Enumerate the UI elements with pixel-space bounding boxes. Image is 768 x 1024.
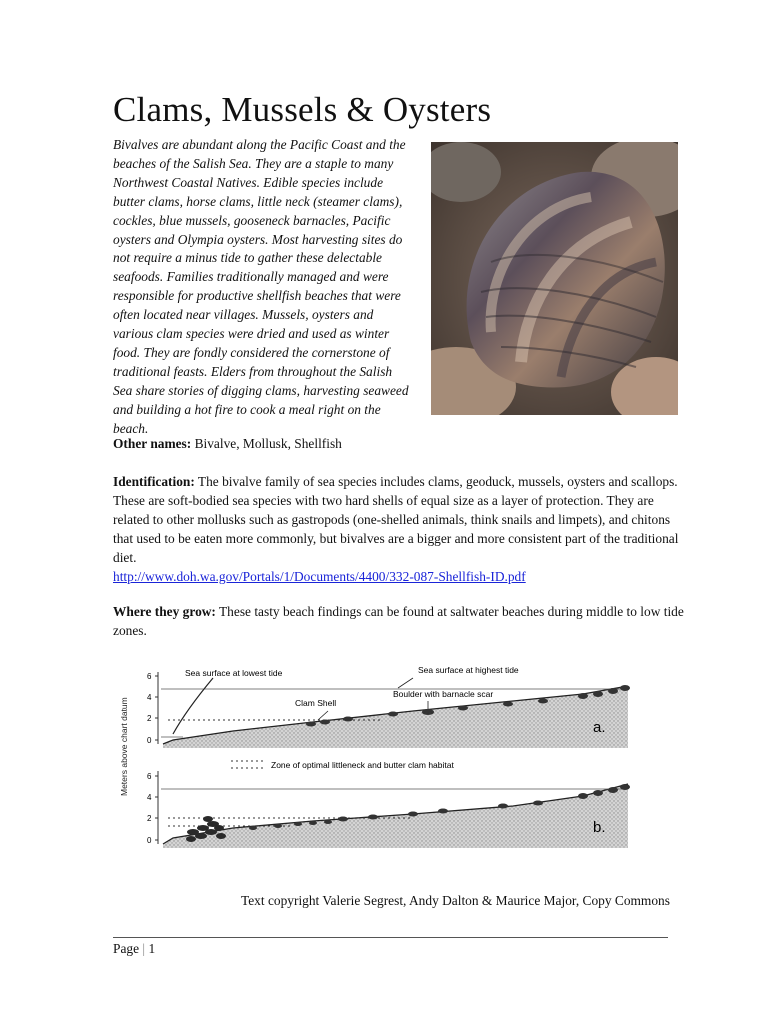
panel-a-label: a. [593,719,606,736]
where-they-grow [113,602,693,640]
page-word: Page [113,941,140,956]
tick-a-2: 2 [147,714,152,723]
label-boulder: Boulder with barnacle scar [393,689,494,699]
label-zone: Zone of optimal littleneck and butter clam habitat [271,760,454,770]
tide-zone-svg [113,656,635,851]
tide-zone-diagram [113,656,635,851]
zone-legend [231,760,454,770]
label-high-tide: Sea surface at highest tide [418,665,519,675]
tick-a-0: 0 [147,736,152,745]
footer-divider [113,937,668,938]
identification-section [113,472,693,586]
label-clam: Clam Shell [295,698,337,708]
other-names [113,434,693,453]
page-separator: | [142,941,146,956]
identification-text: The bivalve family of sea species includes clams, geoduck, mussels, oysters and scallops. These are soft-bodied sea species with two hard shells of equal size as a layer of protection. They are related to other mollusks such as gastropods (one-shelled animals, think snails and limpets), and chitons that used to be eaten more commonly, but bivalves are a bigger and more consistent part of the traditional diet. [113,474,679,565]
panel-b [147,771,630,848]
identification-label: Identification: [113,474,195,489]
page-title: Clams, Mussels & Oysters [113,90,492,129]
where-label: Where they grow: [113,604,216,619]
page-footer [113,941,155,957]
tick-b-4: 4 [147,793,152,802]
page-number: 1 [148,941,156,956]
shellfish-id-link[interactable]: http://www.doh.wa.gov/Portals/1/Documents/4400/332-087-Shellfish-ID.pdf [113,569,526,584]
intro-paragraph: Bivalves are abundant along the Pacific Coast and the beaches of the Salish Sea. They are a staple to many Northwest Coastal Natives. Edible species include butter clams, horse clams, little neck (steamer clams), cockles, blue mussels, gooseneck barnacles, Pacific oysters and Olympia oysters. Most harvesting sites do not require a minus tide to gather these delectable seafoods. Families traditionally managed and were responsible for productive shellfish beaches that were often located near villages. Mussels, oysters and various clam species were dried and used as winter food. They are fondly considered the cornerstone of traditional feasts. Elders from throughout the Salish Sea share stories of digging clams, harvesting seaweed and building a hot fire to cook a meal right on the beach. [113,137,409,436]
label-low-tide: Sea surface at lowest tide [185,668,283,678]
tick-b-6: 6 [147,772,152,781]
clam-photo [431,142,678,415]
y-axis-label: Meters above chart datum [119,697,129,796]
tick-a-6: 6 [147,672,152,681]
copyright-text: Text copyright Valerie Segrest, Andy Dalton & Maurice Major, Copy Commons [241,893,670,908]
tick-b-2: 2 [147,814,152,823]
clam-shell-illustration [431,142,678,415]
tick-a-4: 4 [147,693,152,702]
other-names-text: Bivalve, Mollusk, Shellfish [191,436,342,451]
other-names-label: Other names: [113,436,192,451]
panel-b-label: b. [593,819,606,836]
panel-a [147,665,630,748]
tick-b-0: 0 [147,836,152,845]
where-text: These tasty beach findings can be found at saltwater beaches during middle to low tide zones. [113,604,684,638]
